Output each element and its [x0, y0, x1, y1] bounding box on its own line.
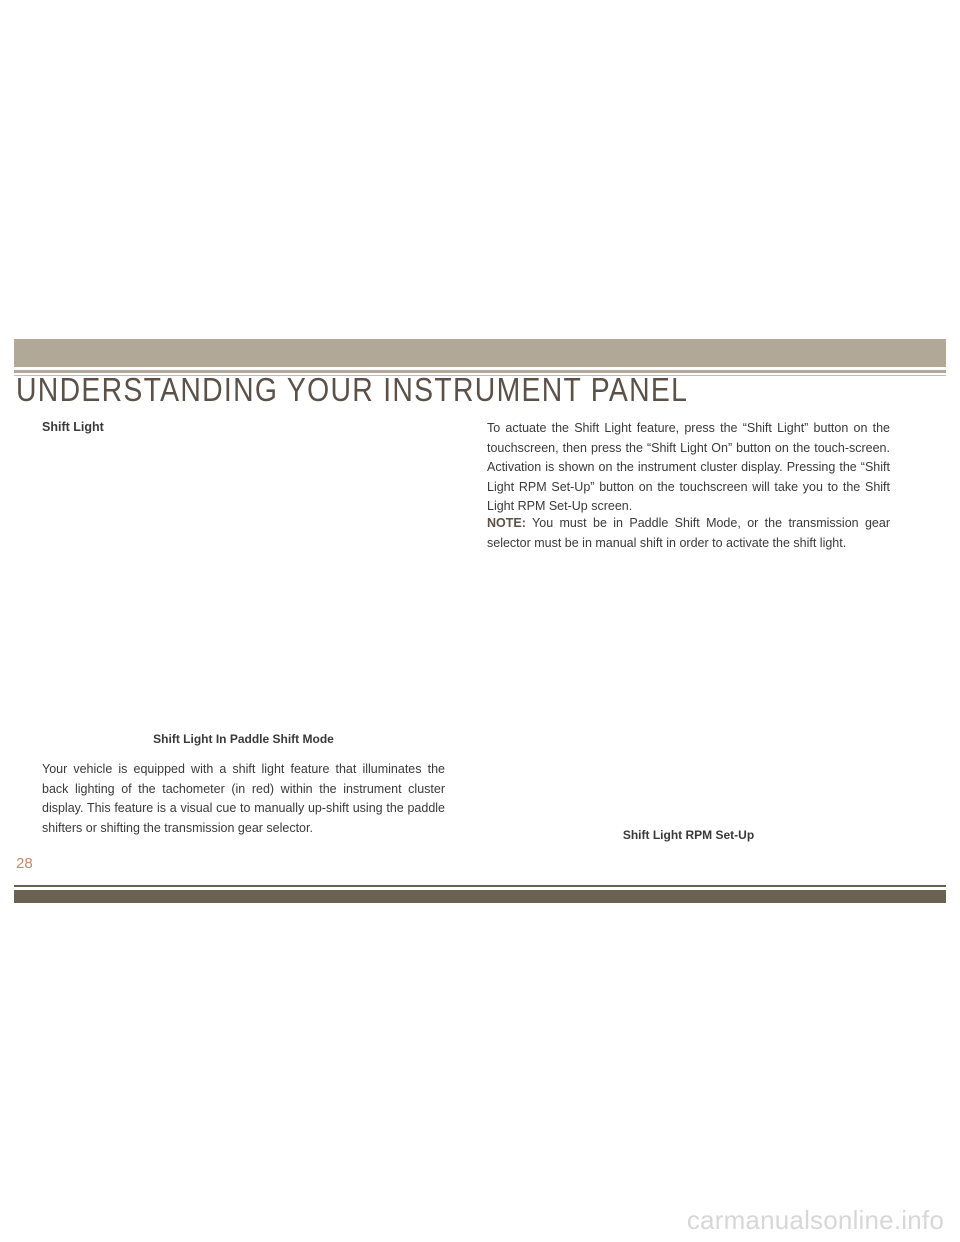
figure-shift-light-paddle-mode [42, 445, 445, 725]
figure-caption-rpm-setup: Shift Light RPM Set-Up [622, 828, 755, 842]
page-number: 28 [16, 855, 33, 872]
watermark-text: carmanualsonline.info [686, 1205, 944, 1235]
footer-band [14, 890, 946, 903]
note-paragraph [487, 514, 890, 553]
left-paragraph: Your vehicle is equipped with a shift light feature that illuminates the back lighting of the tachometer (in red) within the instrument cluster display. This feature is a visual cue to manually up-shift using the paddle shifters or shifting the transmission gear selector. [42, 762, 445, 835]
subheading-shift-light: Shift Light [42, 420, 104, 434]
figure-caption-paddle-mode: Shift Light In Paddle Shift Mode [153, 732, 334, 746]
header-band [14, 339, 946, 367]
note-text: You must be in Paddle Shift Mode, or the transmission gear selector must be in manual shift in order to activate the shift light. [487, 516, 890, 550]
note-label: NOTE: [487, 516, 526, 530]
section-title: UNDERSTANDING YOUR INSTRUMENT PANEL [16, 371, 689, 408]
footer-rule [14, 885, 946, 887]
figure-shift-light-rpm-setup [487, 560, 890, 822]
right-paragraph: To actuate the Shift Light feature, press the “Shift Light” button on the touchscreen, then press the “Shift Light On” button on the touch-screen. Activation is shown on the instrument cluster display. Pressing the “Shift Light RPM Set-Up” button on the touchscreen will take you to the Shift Light RPM Set-Up screen. [487, 421, 890, 514]
